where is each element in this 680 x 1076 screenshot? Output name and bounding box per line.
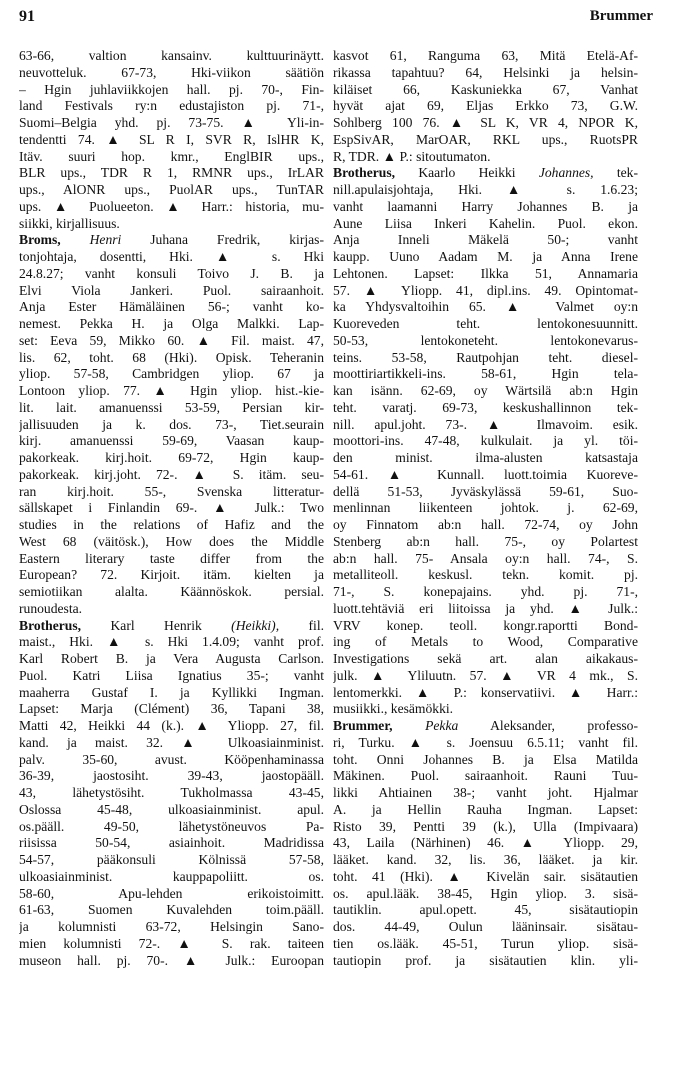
text-line <box>19 668 324 685</box>
line-text: R, TDR. ▲ P.: sitoutumaton. <box>333 148 491 164</box>
line-text: toht. Onni Johannes B. ja Elsa Matilda <box>333 751 638 767</box>
text-line <box>333 283 638 300</box>
text-line <box>19 333 324 350</box>
line-text: 71-, S. konepajains. yhd. pj. 71-, <box>333 584 638 599</box>
line-text: riisissa 50-54, asiainhoit. Madridissa <box>19 835 324 851</box>
text-line <box>333 249 638 266</box>
line-text: Lontoon yliop. 77. ▲ Hgin yliop. hist.-kie- <box>19 383 324 398</box>
text-line <box>333 685 638 702</box>
text-line <box>333 383 638 400</box>
line-text: ing of Metals to Wood, Comparative <box>333 634 638 650</box>
line-text: Anja Inneli Mäkelä 50-; vanht <box>333 232 638 248</box>
line-text: os. apul.lääk. 38-45, Hgin yliop. 3. sisä- <box>333 885 638 901</box>
line-text: ri, Turku. ▲ s. Joensuu 6.5.11; vanht fil. <box>333 734 638 750</box>
entry-headword: Brummer, <box>333 718 393 733</box>
text-line <box>19 701 324 718</box>
text-line <box>333 902 638 919</box>
text-line <box>333 517 638 534</box>
line-text: maist., Hki. ▲ s. Hki 1.4.09; vanht prof. <box>19 634 324 650</box>
line-text: neuvotteluk. 67-73, Hki-viikon säätiön <box>19 64 324 80</box>
line-text: Matti 42, Heikki 44 (k.). ▲ Yliopp. 27, fil. <box>19 718 324 733</box>
line-text: pakorkeak. kirj.joht. 72-. ▲ S. itäm. seu- <box>19 466 324 482</box>
entry-headword: Brotherus, <box>19 617 82 633</box>
text-line <box>19 383 324 400</box>
line-text: Investigations sekä art. alan aikakaus- <box>333 651 638 666</box>
text-line <box>333 886 638 903</box>
line-text: ja kolumnisti 63-72, Helsingin Sano- <box>19 919 324 934</box>
line-text: kand. ja maist. 32. ▲ Ulkoasiainminist. <box>19 734 324 750</box>
text-line <box>333 417 638 434</box>
line-text: Kuoreveden teht. lentokonesuunnitt. <box>333 316 638 331</box>
text-line <box>333 752 638 769</box>
line-text: Juhana Fredrik, kirjas- <box>150 232 324 248</box>
line-text: BLR ups., TDR R 1, RMNR ups., IrLAR <box>19 165 324 181</box>
left-column <box>19 48 324 969</box>
line-text: musiikki., kesämökki. <box>333 701 454 717</box>
line-text: kiläiset 66, Kaskuniekka 67, Vanhat <box>333 81 638 97</box>
text-line <box>333 701 638 718</box>
text-line <box>333 149 638 166</box>
text-line <box>333 98 638 115</box>
text-line <box>19 249 324 266</box>
text-line <box>19 65 324 82</box>
line-text: 54-57, pääkonsuli Kölnissä 57-58, <box>19 852 324 867</box>
text-line <box>19 718 324 735</box>
page-number: 91 <box>19 8 35 25</box>
text-line <box>19 299 324 316</box>
line-text: Risto 39, Pentti 39 (k.), Ulla (Impivaara) <box>333 818 638 834</box>
line-text: ka Yhdysvaltoihin 65. ▲ Valmet oy:n <box>333 299 638 315</box>
line-text: metalliteoll. keskusl. tekn. komit. pj. <box>333 567 638 583</box>
text-line <box>19 350 324 367</box>
text-line <box>333 48 638 65</box>
text-line <box>19 165 324 182</box>
line-text: semiotiikan alalta. Käännöskok. persial. <box>19 584 324 599</box>
text-line <box>333 232 638 249</box>
running-head: Brummer <box>589 8 653 24</box>
text-line <box>333 115 638 132</box>
text-line <box>333 953 638 970</box>
text-line <box>333 266 638 283</box>
text-line <box>19 835 324 852</box>
line-text: os.pääll. 49-50, lähetystöneuvos Pa- <box>19 818 324 834</box>
text-line <box>333 852 638 869</box>
text-line <box>333 165 638 182</box>
line-text: lääket. kand. 32, lis. 36, lääket. ja kir. <box>333 852 638 867</box>
line-text: runoudesta. <box>19 600 83 616</box>
line-text: palv. 35-60, avust. Kööpenhaminassa <box>19 751 324 767</box>
text-line <box>19 517 324 534</box>
text-line <box>333 450 638 467</box>
line-text: kaupp. Uuno Aadam M. ja Anna Irene <box>333 249 638 264</box>
text-line <box>19 886 324 903</box>
line-text: VRV konep. teoll. kongr.raportti Bond- <box>333 617 638 633</box>
line-text: oy Finnatom ab:n hall. 72-74, oy John <box>333 517 638 532</box>
text-line <box>333 199 638 216</box>
line-text: fil. <box>308 617 324 633</box>
text-line <box>19 584 324 601</box>
text-line <box>333 467 638 484</box>
line-text: nill.apulaisjohtaja, Hki. ▲ s. 1.6.23; <box>333 182 638 197</box>
line-text: 50-53, lentokoneteht. lentokonevarus- <box>333 332 638 348</box>
text-line <box>19 48 324 65</box>
text-line <box>19 484 324 501</box>
text-line <box>333 350 638 367</box>
entry-given-name: Pekka <box>425 718 459 733</box>
line-text: Kaarlo Heikki <box>418 165 516 181</box>
line-text: moottiriartikkeli-ins. 58-61, Hgin tela- <box>333 366 638 382</box>
line-text: Mäkinen. Puol. sairaanhoit. Rauni Tuu- <box>333 768 638 784</box>
text-line <box>19 902 324 919</box>
line-text: luott.tehtäviä eri liitoissa ja yhd. ▲ Julk.: <box>333 600 638 616</box>
text-line <box>19 634 324 651</box>
text-line <box>333 634 638 651</box>
line-text: lit. lait. amanuenssi 53-59, Persian kir- <box>19 399 324 415</box>
text-line <box>19 400 324 417</box>
line-text: rikassa tapahtuu? 64, Helsinki ja helsin- <box>333 64 638 80</box>
line-text: lis. 62, toht. 68 (Hki). Opisk. Teheranin <box>19 349 324 365</box>
line-text: yliop. 57-58, Cambridgen yliop. 67 ja <box>19 366 324 382</box>
text-line <box>19 132 324 149</box>
text-line <box>333 484 638 501</box>
text-line <box>19 567 324 584</box>
text-line <box>333 601 638 618</box>
line-text: tek- <box>616 165 638 181</box>
line-text: kan isänn. 62-69, oy Wärtsilä ab:n Hgin <box>333 383 638 398</box>
line-text: teins. 53-58, Rautpohjan teht. diesel- <box>333 349 638 365</box>
line-text: kirj. amanuenssi 59-69, Vaasan kaup- <box>19 433 324 449</box>
text-line <box>19 149 324 166</box>
line-text: ups., AlONR ups., PuolAR ups., TunTAR <box>19 182 324 197</box>
line-text: Anja Ester Hämäläinen 56-; vanht ko- <box>19 299 324 315</box>
line-text: nill. apul.joht. 73-. ▲ Ilmavoim. esik. <box>333 416 638 432</box>
line-text: dellä 51-53, Jyväskylässä 59-61, Suo- <box>333 483 638 499</box>
line-text: den minist. ilma-alusten katsastaja <box>333 450 638 465</box>
text-line <box>19 433 324 450</box>
text-line <box>333 584 638 601</box>
text-line <box>19 199 324 216</box>
text-line <box>333 819 638 836</box>
text-line <box>333 668 638 685</box>
text-line <box>19 953 324 970</box>
line-text: Karl Robert B. ja Vera Augusta Carlson. <box>19 651 324 666</box>
line-text: – Hgin juhlaviikkojen hall. pj. 70-, Fin- <box>19 81 324 97</box>
text-line <box>19 752 324 769</box>
text-line <box>19 115 324 132</box>
line-text: kasvot 61, Ranguma 63, Mitä Etelä-Af- <box>333 48 638 63</box>
line-text: ran kirj.hoit. 55-, Svenska litteratur- <box>19 483 324 499</box>
text-line <box>19 768 324 785</box>
line-text: 43, lähetystösiht. Tukholmassa 43-45, <box>19 785 324 800</box>
text-line <box>19 852 324 869</box>
line-text: lentomerkki. ▲ P.: konservatiivi. ▲ Harr.: <box>333 684 638 700</box>
line-text: 61-63, Suomen Kuvalehden toim.pääll. <box>19 902 324 918</box>
line-text: 63-66, valtion kansainv. kulttuurinäytt. <box>19 48 324 63</box>
line-text: museon hall. pj. 70-. ▲ Julk.: Euroopan <box>19 952 324 968</box>
line-text: Oslossa 45-48, ulkoasiainminist. apul. <box>19 801 324 817</box>
text-line <box>19 232 324 249</box>
text-line <box>19 467 324 484</box>
line-text: 36-39, jaostosiht. 39-43, jaostopääll. <box>19 768 324 784</box>
line-text: likki Ahtiainen 38-; vanht joht. Hjalmar <box>333 785 638 800</box>
text-line <box>333 735 638 752</box>
line-text: EspSivAR, MarOAR, RKL ups., RuotsPR <box>333 131 638 147</box>
text-line <box>19 551 324 568</box>
line-text: teht. varatj. 69-73, keskushallinnon tek- <box>333 399 638 415</box>
entry-headword: Brotherus, <box>333 165 396 181</box>
line-text: moottori-ins. 47-48, kulkulait. ja yl. töi- <box>333 433 638 449</box>
line-text: tautiklin. apul.opett. 45, sisätautiopin <box>333 902 638 918</box>
text-line <box>19 316 324 333</box>
line-text: dos. 44-49, Oulun lääninsair. sisätau- <box>333 919 638 934</box>
text-line <box>333 433 638 450</box>
text-line <box>333 567 638 584</box>
text-line <box>19 919 324 936</box>
text-line <box>19 936 324 953</box>
line-text: 43, Laila (Närhinen) 46. ▲ Yliopp. 29, <box>333 835 638 851</box>
text-line <box>333 768 638 785</box>
line-text: Puol. Katri Liisa Ignatius 35-; vanht <box>19 667 324 683</box>
line-text: tendentti 74. ▲ SL R I, SVR R, IslHR K, <box>19 131 324 147</box>
text-line <box>19 819 324 836</box>
line-text: pakorkeak. kirj.hoit. 69-72, Hgin kaup- <box>19 450 324 465</box>
text-line <box>333 400 638 417</box>
line-text: Elvi Viola Jankeri. Puol. sairaanhoit. <box>19 282 324 298</box>
text-line <box>19 182 324 199</box>
line-text: 57. ▲ Yliopp. 41, dipl.ins. 49. Opintomat- <box>333 282 638 298</box>
line-text: ab:n hall. 75- Ansala oy:n hall. 74-, S. <box>333 550 638 566</box>
line-text: jallisuuden ja k. dos. 73-, Tiet.seurain <box>19 416 324 432</box>
text-line <box>333 366 638 383</box>
line-text: A. ja Hellin Rauha Ingman. Lapset: <box>333 801 638 817</box>
entry-headword: Broms, <box>19 232 61 248</box>
text-line <box>333 82 638 99</box>
text-line <box>19 266 324 283</box>
line-text: tien os.lääk. 45-51, Turun yliop. sisä- <box>333 935 638 951</box>
line-text: studies in the relations of Hafiz and the <box>19 517 324 532</box>
line-text: toht. 41 (Hki). ▲ Kivelän sair. sisätautien <box>333 868 638 884</box>
text-line <box>333 651 638 668</box>
text-line <box>19 450 324 467</box>
line-text: siikki, kirjallisuus. <box>19 215 120 231</box>
text-line <box>333 835 638 852</box>
line-text: tonjohtaja, dosentti, Hki. ▲ s. Hki <box>19 249 324 264</box>
text-line <box>333 618 638 635</box>
line-text: Aune Liisa Inkeri Kahelin. Puol. ekon. <box>333 215 638 231</box>
line-text: Lehtonen. Lapset: Ilkka 51, Annamaria <box>333 265 638 281</box>
text-line <box>19 869 324 886</box>
text-line <box>19 216 324 233</box>
line-text: Stenberg ab:n hall. 75-, oy Polartest <box>333 533 638 549</box>
text-line <box>333 65 638 82</box>
line-text: mien kolumnisti 72-. ▲ S. rak. taiteen <box>19 935 324 951</box>
entry-given-name: (Heikki), <box>231 617 280 633</box>
line-text: Itäv. suuri hop. kmr., EnglBIR ups., <box>19 148 324 164</box>
entry-given-name: Henri <box>89 232 122 248</box>
entry-given-name: Johannes, <box>538 165 594 181</box>
text-line <box>19 534 324 551</box>
line-text: Lapset: Marja (Clément) 36, Tapani 38, <box>19 701 324 717</box>
text-line <box>333 182 638 199</box>
text-line <box>19 785 324 802</box>
text-line <box>333 299 638 316</box>
text-line <box>19 601 324 618</box>
line-text: West 68 (väitösk.), How does the Middle <box>19 533 324 549</box>
text-line <box>333 936 638 953</box>
line-text: ups. ▲ Puolueeton. ▲ Harr.: historia, mu- <box>19 198 324 214</box>
line-text: 58-60, Apu-lehden erikoistoimitt. <box>19 885 324 901</box>
text-line <box>19 82 324 99</box>
text-line <box>333 534 638 551</box>
right-column <box>333 48 638 969</box>
text-line <box>19 283 324 300</box>
line-text: nemest. Pekka H. ja Olga Malkki. Lap- <box>19 316 324 331</box>
text-line <box>333 216 638 233</box>
text-line <box>333 869 638 886</box>
line-text: Eastern literary taste differ from the <box>19 550 324 566</box>
text-line <box>19 735 324 752</box>
line-text: Karl Henrik <box>110 617 202 633</box>
line-text: menlinnan liikenteen johtok. j. 62-69, <box>333 500 638 516</box>
line-text: tautiopin prof. ja sisätautien klin. yli- <box>333 952 638 968</box>
line-text: maaherra Gustaf I. ja Kyllikki Ingman. <box>19 684 324 700</box>
text-line <box>19 802 324 819</box>
text-line <box>333 718 638 735</box>
text-line <box>333 551 638 568</box>
line-text: land Festivals ry:n edustajiston pj. 71-, <box>19 98 324 114</box>
text-line <box>19 651 324 668</box>
text-line <box>19 417 324 434</box>
line-text: ulkoasiainminist. kauppapoliitt. os. <box>19 868 324 884</box>
text-line <box>19 500 324 517</box>
text-line <box>333 919 638 936</box>
text-line <box>19 366 324 383</box>
text-line <box>333 500 638 517</box>
text-line <box>19 98 324 115</box>
text-line <box>333 316 638 333</box>
line-text: vanht laamanni Harry Johannes B. ja <box>333 198 638 214</box>
line-text: 24.8.27; vanht konsuli Toivo J. B. ja <box>19 265 324 281</box>
text-line <box>333 802 638 819</box>
line-text: 54-61. ▲ Kunnall. luott.toimia Kuoreve- <box>333 466 638 482</box>
text-line <box>19 618 324 635</box>
text-line <box>333 132 638 149</box>
line-text: set: Eeva 59, Mikko 60. ▲ Fil. maist. 47, <box>19 332 324 348</box>
line-text: Sohlberg 100 76. ▲ SL K, VR 4, NPOR K, <box>333 115 638 130</box>
text-line <box>333 785 638 802</box>
line-text: julk. ▲ Yliluutn. 57. ▲ VR 4 mk., S. <box>333 667 638 683</box>
line-text: hyvät ajat 69, Eljas Erkko 73, G.W. <box>333 98 638 114</box>
text-line <box>19 685 324 702</box>
text-line <box>333 333 638 350</box>
line-text: sällskapet i Finlandin 69-. ▲ Julk.: Two <box>19 500 324 516</box>
line-text: European? 72. Kirjoit. itäm. kielten ja <box>19 567 324 583</box>
line-text: Aleksander, professo- <box>490 718 638 733</box>
line-text: Suomi–Belgia yhd. pj. 73-75. ▲ Yli-in- <box>19 115 324 130</box>
